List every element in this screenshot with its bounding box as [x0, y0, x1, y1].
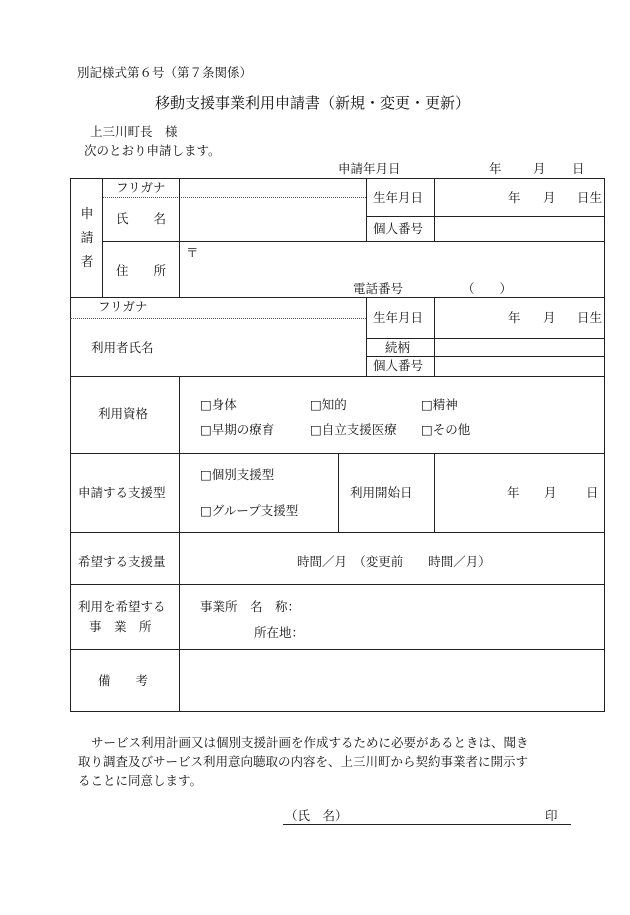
row-divider	[70, 297, 605, 298]
application-date-day[interactable]: 日	[572, 161, 585, 176]
applicant-birth-year[interactable]: 年	[508, 190, 521, 205]
user-name-label: 利用者氏名	[91, 340, 154, 355]
office-label-line1: 利用を希望する	[78, 599, 166, 614]
column-divider	[366, 297, 367, 376]
applicant-name-label: 氏 名	[116, 211, 167, 226]
furigana-divider	[70, 318, 366, 319]
office-location-field[interactable]	[305, 623, 600, 643]
application-date-label: 申請年月日	[338, 161, 401, 176]
signature-seal: 印	[545, 808, 558, 823]
start-date-month[interactable]: 月	[544, 485, 557, 500]
column-divider	[338, 453, 339, 532]
eligibility-checkbox[interactable]: □知的	[310, 397, 347, 412]
row-divider	[366, 338, 605, 339]
application-date-year[interactable]: 年	[489, 161, 502, 176]
eligibility-checkbox[interactable]: □その他	[421, 422, 471, 437]
application-date-month[interactable]: 月	[533, 161, 546, 176]
row-divider	[70, 532, 605, 533]
office-label-line2: 事 業 所	[89, 619, 152, 634]
row-divider	[366, 216, 605, 217]
eligibility-checkbox[interactable]: □精神	[421, 397, 458, 412]
addressee: 上三川町長 様	[90, 124, 178, 139]
applicant-phone-field[interactable]: （ ）	[462, 281, 513, 296]
applicant-address-field[interactable]	[200, 245, 600, 275]
consent-text-line2: 取り調査及びサービス利用意向聴取の内容を、上三川町から契約事業者に開示す	[78, 754, 529, 769]
eligibility-checkbox[interactable]: □早期の療育	[200, 422, 275, 437]
signature-label: （氏 名）	[285, 808, 348, 823]
applicant-furigana-label: フリガナ	[116, 180, 166, 195]
applicant-section-label: 申請者	[80, 207, 94, 270]
signature-underline	[283, 824, 571, 825]
column-divider	[434, 178, 435, 241]
applicant-furigana-field[interactable]	[182, 180, 364, 196]
applicant-id-number-field[interactable]	[437, 219, 602, 239]
column-divider	[102, 178, 103, 297]
postal-mark: 〒	[186, 245, 199, 260]
amount-label: 希望する支援量	[78, 554, 166, 569]
applicant-address-label: 住 所	[116, 263, 167, 278]
eligibility-label: 利用資格	[98, 406, 149, 421]
amount-field[interactable]: 時間／月 （変更前 時間／月）	[297, 554, 491, 569]
row-divider	[366, 356, 605, 357]
user-name-field[interactable]	[182, 321, 364, 373]
applicant-phone-label: 電話番号	[353, 281, 404, 296]
applicant-birth-day[interactable]: 日生	[577, 190, 603, 205]
applicant-birthdate-label: 生年月日	[373, 190, 424, 205]
eligibility-checkbox[interactable]: □身体	[200, 397, 237, 412]
consent-text-line3: ることに同意します。	[78, 773, 203, 788]
remarks-label: 備 考	[98, 673, 149, 688]
column-divider	[366, 178, 367, 241]
remarks-field[interactable]	[182, 652, 602, 709]
start-date-label: 利用開始日	[350, 485, 413, 500]
applicant-birth-month[interactable]: 月	[543, 190, 556, 205]
form-number: 別記様式第６号（第７条関係）	[77, 65, 253, 80]
start-date-day[interactable]: 日	[586, 485, 599, 500]
furigana-divider	[102, 197, 366, 198]
user-birth-month[interactable]: 月	[543, 310, 556, 325]
intro-text: 次のとおり申請します。	[84, 143, 221, 158]
office-name-field[interactable]	[305, 597, 600, 617]
column-divider	[434, 453, 435, 532]
row-divider	[70, 649, 605, 650]
office-name-label: 事業所 名 称：	[200, 599, 301, 614]
consent-text-line1: サービス利用計画又は個別支援計画を作成するために必要があるときは、聞き	[91, 735, 529, 750]
row-divider	[70, 376, 605, 377]
user-birthdate-label: 生年月日	[373, 310, 424, 325]
office-location-label: 所在地：	[254, 625, 305, 640]
user-furigana-label: フリガナ	[98, 299, 148, 314]
user-furigana-field[interactable]	[182, 299, 364, 316]
user-relation-field[interactable]	[437, 340, 602, 355]
user-id-number-label: 個人番号	[373, 358, 424, 373]
row-divider	[102, 241, 605, 242]
user-id-number-field[interactable]	[437, 358, 602, 374]
page-title: 移動支援事業利用申請書（新規・変更・更新）	[155, 94, 471, 112]
support-type-label: 申請する支援型	[78, 485, 166, 500]
row-divider	[70, 584, 605, 585]
user-relation-label: 続柄	[385, 340, 411, 355]
support-type-checkbox[interactable]: □個別支援型	[200, 467, 275, 482]
eligibility-checkbox[interactable]: □自立支援医療	[310, 422, 397, 437]
column-divider	[434, 297, 435, 376]
user-birth-year[interactable]: 年	[508, 310, 521, 325]
support-type-checkbox[interactable]: □グループ支援型	[200, 503, 299, 518]
start-date-year[interactable]: 年	[507, 485, 520, 500]
user-birth-day[interactable]: 日生	[577, 310, 603, 325]
signature-field[interactable]	[345, 806, 540, 824]
column-divider	[179, 376, 180, 712]
column-divider	[179, 178, 180, 297]
applicant-name-field[interactable]	[182, 200, 364, 239]
applicant-id-number-label: 個人番号	[373, 221, 424, 236]
